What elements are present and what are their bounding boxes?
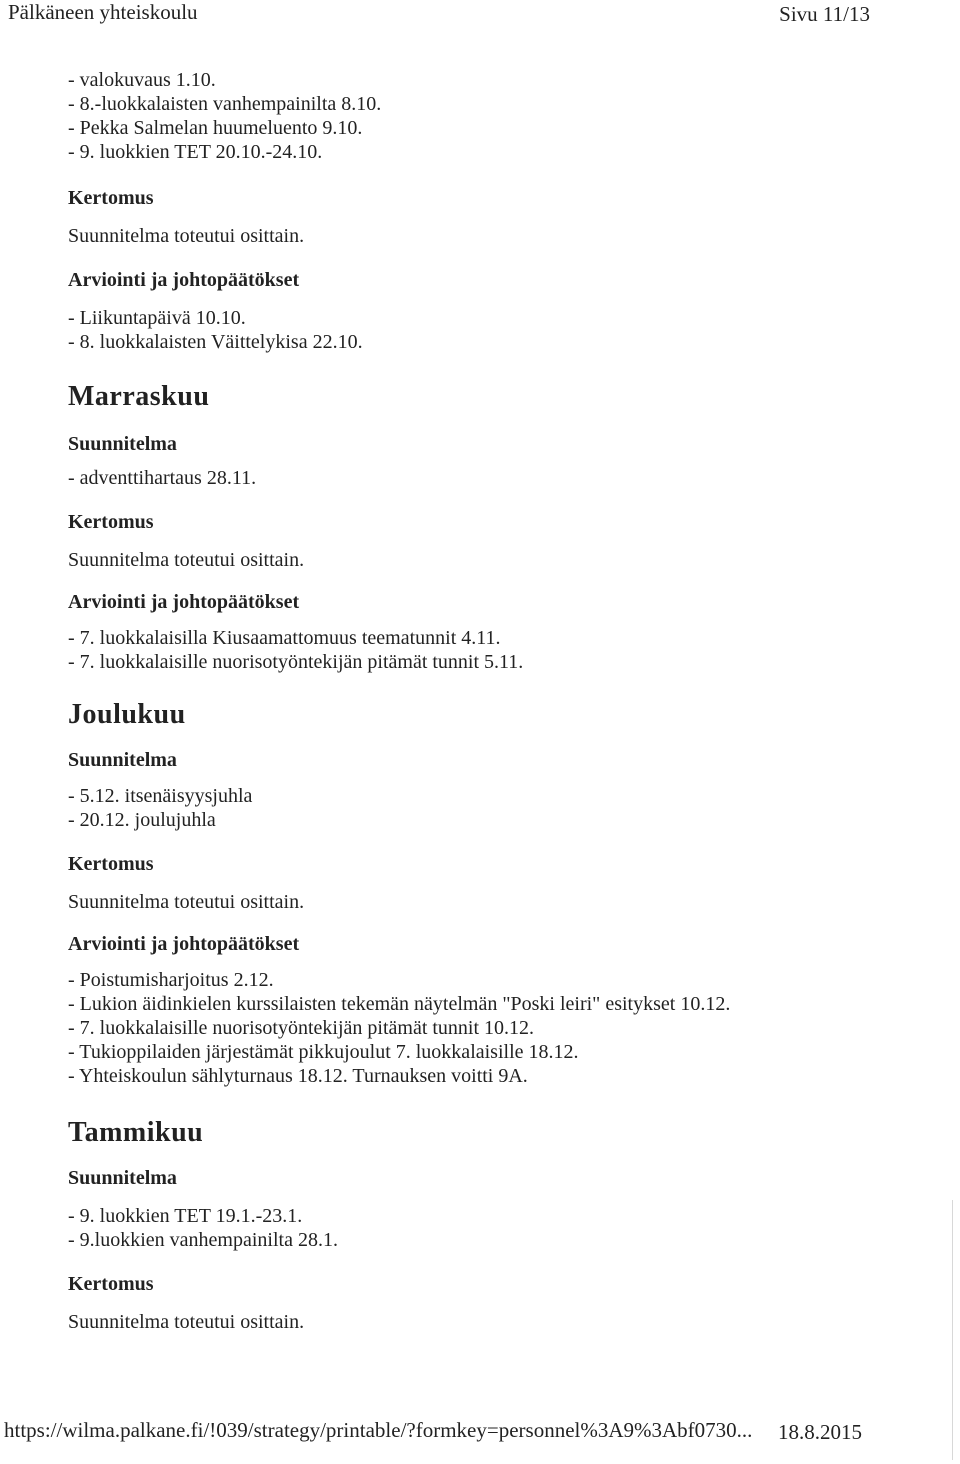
list-item: - Liikuntapäivä 10.10. <box>68 307 246 329</box>
list-item: - Yhteiskoulun sählyturnaus 18.12. Turnauksen voitti 9A. <box>68 1065 528 1087</box>
list-item: - 8. luokkalaisten Väittelykisa 22.10. <box>68 331 363 353</box>
footer-url: https://wilma.palkane.fi/!039/strategy/printable/?formkey=personnel%3A9%3Abf0730... <box>4 1418 753 1442</box>
list-item: - adventtihartaus 28.11. <box>68 467 257 489</box>
section-heading-suunnitelma: Suunnitelma <box>68 749 177 771</box>
page-edge-divider <box>952 1200 953 1460</box>
list-item: - 9. luokkien TET 19.1.-23.1. <box>68 1205 303 1227</box>
kertomus-text: Suunnitelma toteutui osittain. <box>68 891 305 913</box>
list-item: - Tukioppilaiden järjestämät pikkujoulut 7. luokkalaisille 18.12. <box>68 1041 579 1063</box>
list-item: - 7. luokkalaisille nuorisotyöntekijän pitämät tunnit 10.12. <box>68 1017 535 1039</box>
list-item: - 7. luokkalaisille nuorisotyöntekijän pitämät tunnit 5.11. <box>68 651 524 673</box>
list-item: - Poistumisharjoitus 2.12. <box>68 969 274 991</box>
month-title-joulukuu: Joulukuu <box>68 699 186 730</box>
section-heading-suunnitelma: Suunnitelma <box>68 433 177 455</box>
list-item: - Pekka Salmelan huumeluento 9.10. <box>68 117 363 139</box>
month-title-tammikuu: Tammikuu <box>68 1117 204 1148</box>
list-item: - valokuvaus 1.10. <box>68 69 216 91</box>
section-heading-kertomus: Kertomus <box>68 853 154 875</box>
section-heading-kertomus: Kertomus <box>68 187 154 209</box>
list-item: - 9. luokkien TET 20.10.-24.10. <box>68 141 323 163</box>
header-page-number: Sivu 11/13 <box>779 2 870 26</box>
list-item: - 7. luokkalaisilla Kiusaamattomuus teematunnit 4.11. <box>68 627 501 649</box>
kertomus-text: Suunnitelma toteutui osittain. <box>68 225 305 247</box>
section-heading-kertomus: Kertomus <box>68 1273 154 1295</box>
list-item: - 5.12. itsenäisyysjuhla <box>68 785 253 807</box>
month-title-marraskuu: Marraskuu <box>68 381 210 412</box>
section-heading-arviointi: Arviointi ja johtopäätökset <box>68 933 300 955</box>
kertomus-text: Suunnitelma toteutui osittain. <box>68 1311 305 1333</box>
footer-date: 18.8.2015 <box>778 1420 862 1444</box>
header-school-name: Pälkäneen yhteiskoulu <box>8 0 198 24</box>
list-item: - 9.luokkien vanhempainilta 28.1. <box>68 1229 338 1251</box>
list-item: - Lukion äidinkielen kurssilaisten tekemän näytelmän "Poski leiri" esitykset 10.12. <box>68 993 731 1015</box>
document-body <box>68 68 928 1334</box>
section-heading-kertomus: Kertomus <box>68 511 154 533</box>
list-item: - 8.-luokkalaisten vanhempainilta 8.10. <box>68 93 382 115</box>
section-heading-arviointi: Arviointi ja johtopäätökset <box>68 591 300 613</box>
section-heading-arviointi: Arviointi ja johtopäätökset <box>68 269 300 291</box>
section-heading-suunnitelma: Suunnitelma <box>68 1167 177 1189</box>
list-item: - 20.12. joulujuhla <box>68 809 216 831</box>
kertomus-text: Suunnitelma toteutui osittain. <box>68 549 305 571</box>
